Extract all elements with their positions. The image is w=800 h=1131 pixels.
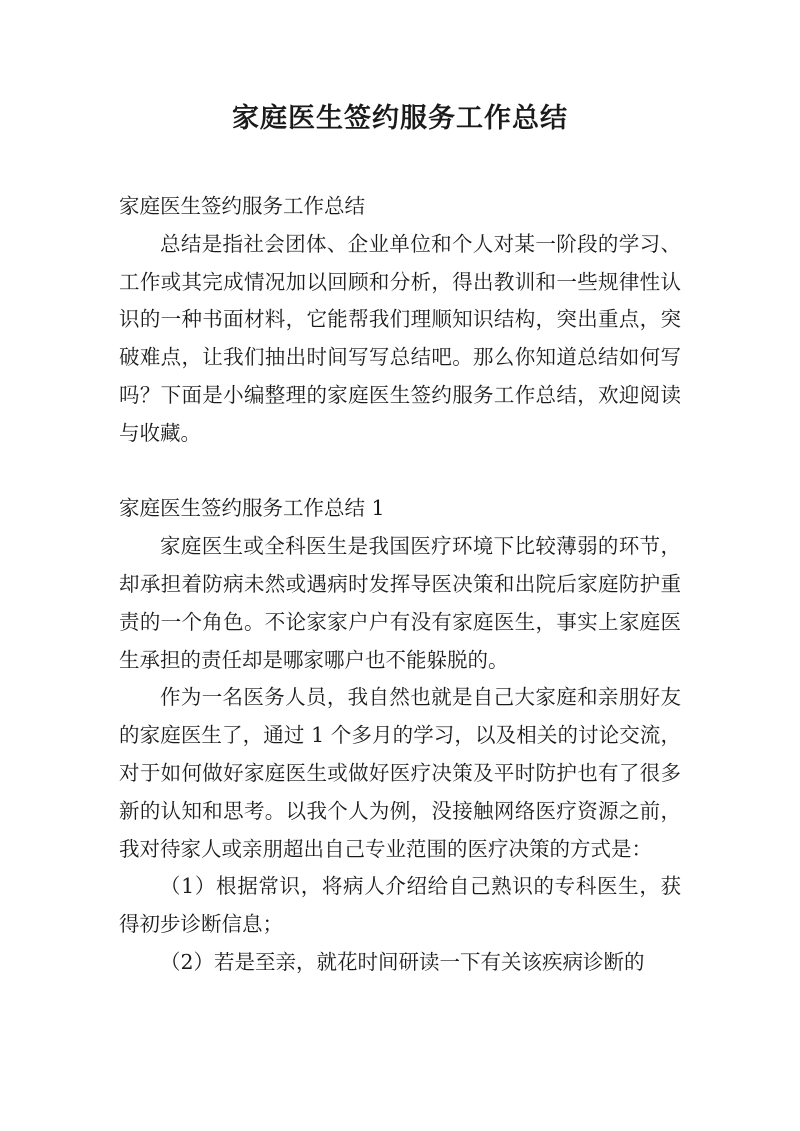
- section-1-heading: 家庭医生签约服务工作总结 1: [119, 496, 385, 521]
- intro-heading: 家庭医生签约服务工作总结: [119, 194, 365, 218]
- section-spacer: [119, 453, 681, 491]
- document-body: [119, 188, 681, 982]
- section-1-paragraph-1: 家庭医生或全科医生是我国医疗环境下比较薄弱的环节，却承担着防病未然或遇病时发挥导医决策和出院后家庭防护重责的一个角色。不论家家户户有没有家庭医生，事实上家庭医生承担的责任却是哪家哪户也不能躲脱的。: [119, 534, 681, 672]
- section-1-paragraph-2: 作为一名医务人员，我自然也就是自己大家庭和亲朋好友的家庭医生了，通过 1 个多月的学习，以及相关的讨论交流，对于如何做好家庭医生或做好医疗决策及平时防护也有了很多新的认知和思考。以我个人为例，没接触网络医疗资源之前，我对待家人或亲朋超出自己专业范围的医疗决策的方式是：: [119, 685, 681, 861]
- section-1-list-item-2: （2）若是至亲，就花时间研读一下有关该疾病诊断的: [160, 949, 645, 974]
- intro-paragraph: 总结是指社会团体、企业单位和个人对某一阶段的学习、工作或其完成情况加以回顾和分析，得出教训和一些规律性认识的一种书面材料，它能帮我们理顺知识结构，突出重点，突破难点，让我们抽出时间写写总结吧。那么你知道总结如何写吗？下面是小编整理的家庭医生签约服务工作总结，欢迎阅读与收藏。: [119, 231, 681, 445]
- document-title: 家庭医生签约服务工作总结: [232, 103, 568, 134]
- section-1-list-item-1: （1）根据常识，将病人介绍给自己熟识的专科医生，获得初步诊断信息；: [119, 874, 681, 937]
